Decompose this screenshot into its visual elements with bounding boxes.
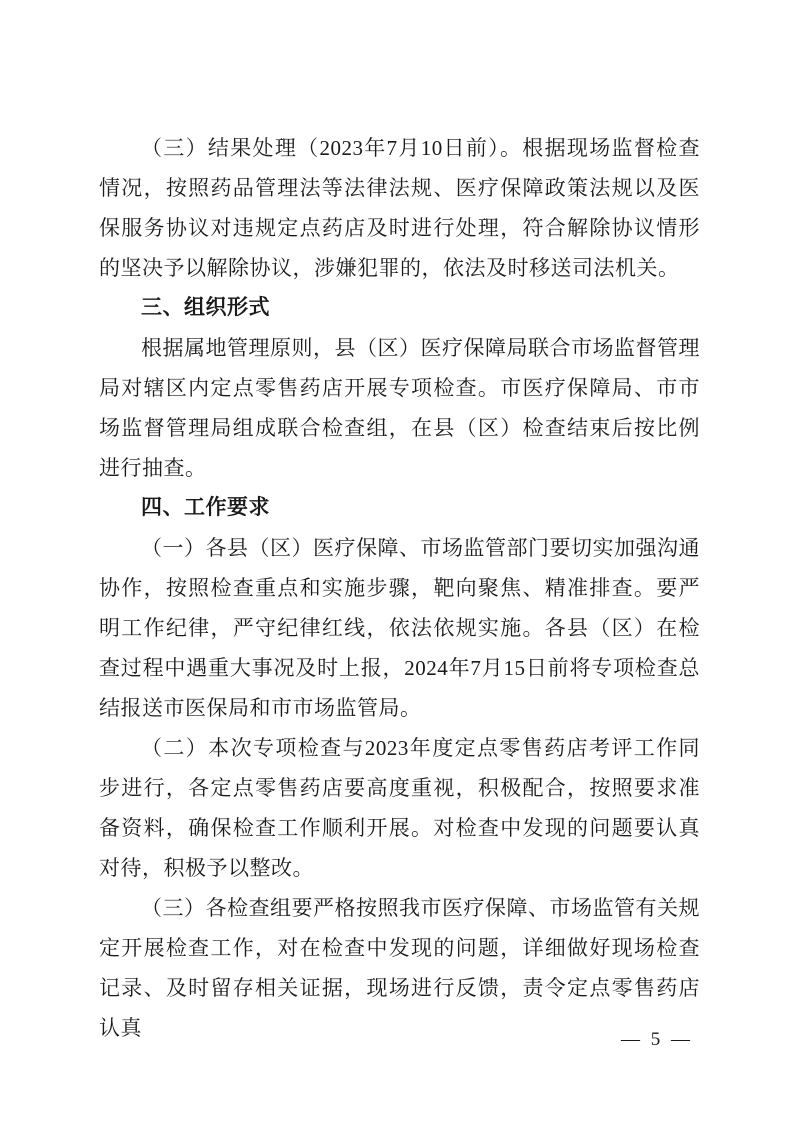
section-heading-organization: 三、组织形式 [141,296,270,319]
paragraph-work-requirement-2: （二）本次专项检查与2023年度定点零售药店考评工作同步进行，各定点零售药店要高度重视，积极配合，按照要求准备资料，确保检查工作顺利开展。对检查中发现的问题要认真对待，积极予以整改。 [99,736,700,880]
page-number: — 5 — [621,1029,693,1050]
document-body [99,128,700,1048]
paragraph-organization: 根据属地管理原则，县（区）医疗保障局联合市场监督管理局对辖区内定点零售药店开展专项检查。市医疗保障局、市市场监督管理局组成联合检查组，在县（区）检查结束后按比例进行抽查。 [99,336,700,480]
paragraph-result-handling: （三）结果处理（2023年7月10日前）。根据现场监督检查情况，按照药品管理法等法律法规、医疗保障政策法规以及医保服务协议对违规定点药店及时进行处理，符合解除协议情形的坚决予以解除协议，涉嫌犯罪的，依法及时移送司法机关。 [99,136,700,280]
section-heading-work-requirements: 四、工作要求 [141,496,270,519]
paragraph-work-requirement-3: （三）各检查组要严格按照我市医疗保障、市场监管有关规定开展检查工作，对在检查中发现的问题，详细做好现场检查记录、及时留存相关证据，现场进行反馈，责令定点零售药店认真 [99,896,700,1040]
paragraph-work-requirement-1: （一）各县（区）医疗保障、市场监管部门要切实加强沟通协作，按照检查重点和实施步骤，靶向聚焦、精准排查。要严明工作纪律，严守纪律红线，依法依规实施。各县（区）在检查过程中遇重大事况及时上报，2024年7月15日前将专项检查总结报送市医保局和市市场监管局。 [99,536,700,720]
